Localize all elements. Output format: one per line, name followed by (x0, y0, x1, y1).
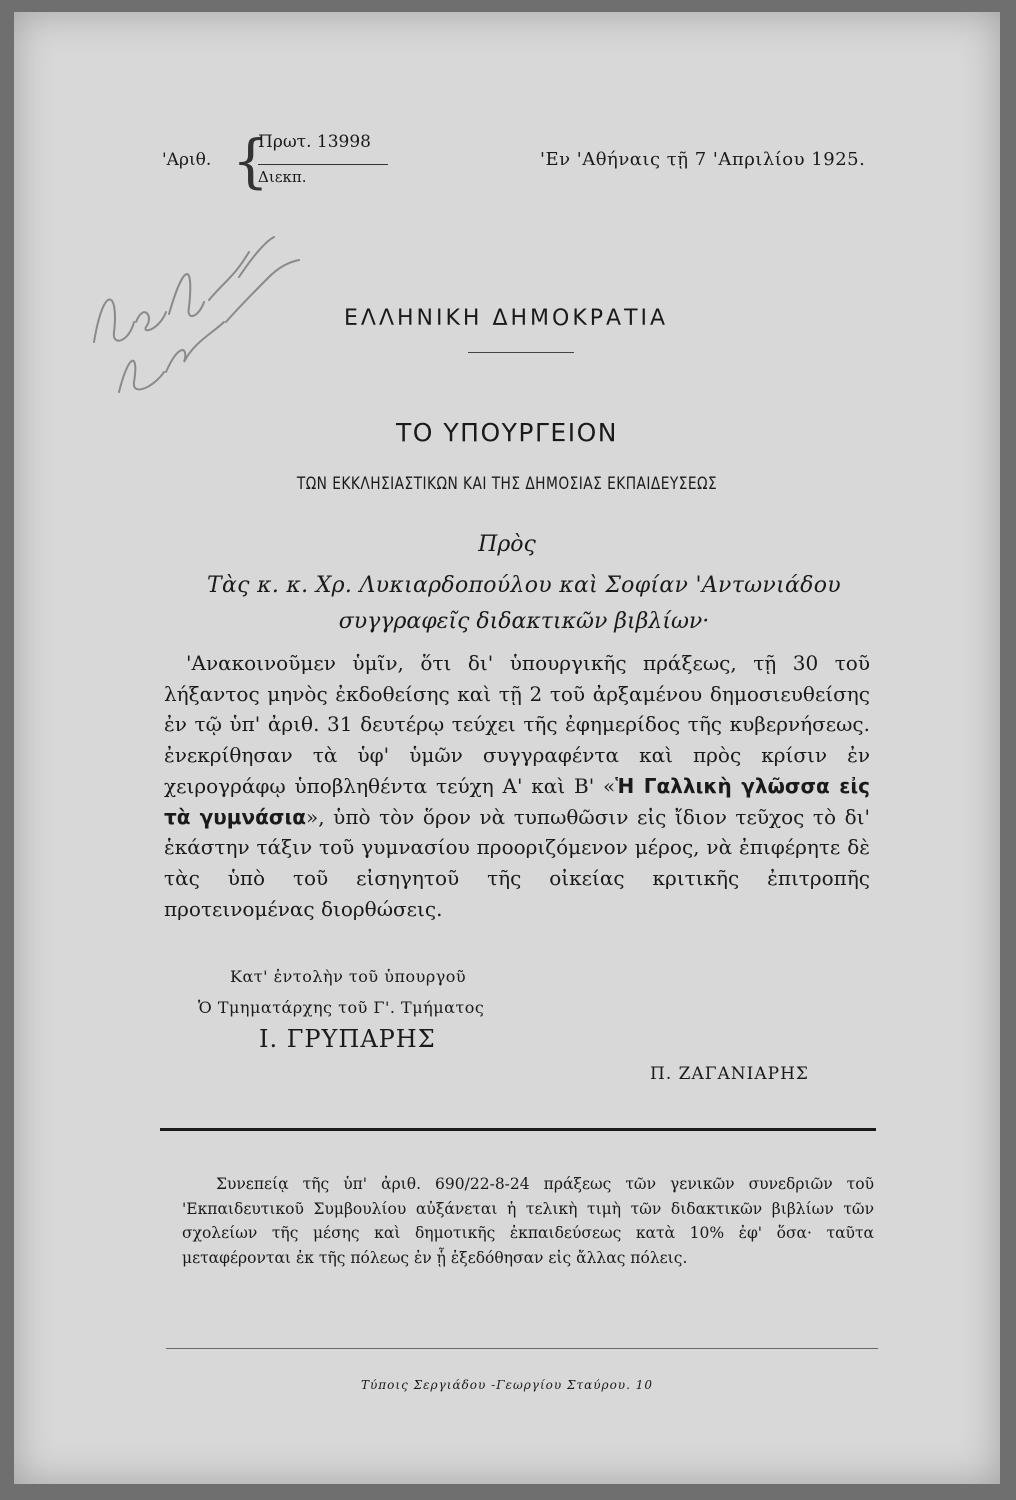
ministry-subheading: ΤΩΝ ΕΚΚΛΗΣΙΑΣΤΙΚΩΝ ΚΑΙ ΤΗΣ ΔΗΜΟΣΙΑΣ ΕΚΠΑΙΔΕΥΣΕΩΣ (296, 474, 718, 494)
signature-name-zaganiaris: Π. ΖΑΓΑΝΙΑΡΗΣ (650, 1064, 809, 1084)
protocol-number: Πρωτ. 13998 (258, 132, 371, 152)
salutation: Πρὸς (478, 532, 536, 557)
ministry-heading: ΤΟ ΥΠΟΥΡΓΕΙΟΝ (396, 418, 618, 447)
handwritten-annotation (74, 222, 334, 422)
signature-title: Ὁ Τμηματάρχης τοῦ Γ'. Τμήματος (198, 998, 485, 1017)
printer-divider (166, 1348, 878, 1349)
recipients: Τὰς κ. κ. Χρ. Λυκιαρδοπούλου καὶ Σοφίαν 'Αντωνιάδου (207, 573, 841, 598)
body-text-part2: », ὑπὸ τὸν ὅρον νὰ τυπωθῶσιν εἰς ἴδιον τεῦχος τὸ δι' ἑκάστην τάξιν τοῦ γυμνασίου προοριζόμενον μέρος, νὰ ἐπιφέρητε δὲ τὰς ὑπὸ τοῦ εἰσηγητοῦ τῆς οἰκείας κριτικῆς ἐπιτροπῆς προτεινομένας διορθώσεις. (164, 804, 870, 921)
footnote-text: Συνεπείᾳ τῆς ὑπ' ἀριθ. 690/22-8-24 πράξεως τῶν γενικῶν συνεδριῶν τοῦ 'Εκπαιδευτικοῦ Συμβουλίου αὐξάνεται ἡ τελικὴ τιμὴ τῶν διδακτικῶν βιβλίων τῶν σχολείων τῆς μέσης καὶ δημοτικῆς ἐκπαιδεύσεως κατὰ 10% ἐφ' ὅσα· ταῦτα μεταφέρονται ἐκ τῆς πόλεως ἐν ᾗ ἐξεδόθησαν εἰς ἄλλας πόλεις. (182, 1175, 874, 1267)
body-text-part1: 'Ανακοινοῦμεν ὑμῖν, ὅτι δι' ὑπουργικῆς πράξεως, τῇ 30 τοῦ λήξαντος μηνὸς ἐκδοθείσης καὶ τῇ 2 τοῦ ἀρξαμένου δημοσιευθείσης ἐν τῷ ὑπ' ἀριθ. 31 δευτέρῳ τεύχει τῆς ἐφημερίδος τῆς κυβερνήσεως. ἐνεκρίθησαν τὰ ὑφ' ὑμῶν συγγραφέντα καὶ πρὸς κρίσιν ἐν χειρογράφῳ ὑποβληθέντα τεύχη Α' καὶ Β' « (164, 651, 870, 798)
reference-divider (258, 164, 388, 165)
reference-number-label: 'Αριθ. (162, 150, 212, 170)
document-page (14, 12, 1000, 1484)
footnote (182, 1172, 874, 1270)
signature-name-gryparis: Ι. ΓΡΥΠΑΡΗΣ (259, 1025, 436, 1053)
reference-brace: { (232, 127, 269, 195)
book-title: Ἡ Γαλλικὴ γλῶσσα εἰς τὰ γυμνάσια (164, 773, 870, 829)
heading-divider (468, 352, 574, 353)
recipients-role: συγγραφεῖς διδακτικῶν βιβλίων· (338, 609, 710, 634)
signature-order: Κατ' ἐντολὴν τοῦ ὑπουργοῦ (230, 967, 467, 986)
dispatch-label: Διεκπ. (258, 168, 307, 186)
republic-heading: ΕΛΛΗΝΙΚΗ ΔΗΜΟΚΡΑΤΙΑ (344, 306, 669, 331)
footnote-divider (160, 1128, 876, 1131)
letter-body (164, 648, 870, 924)
dateline: 'Εν 'Αθήναις τῇ 7 'Απριλίου 1925. (540, 149, 866, 170)
printer-imprint: Τύποις Σεργιάδου -Γεωργίου Σταύρου. 10 (360, 1378, 654, 1392)
